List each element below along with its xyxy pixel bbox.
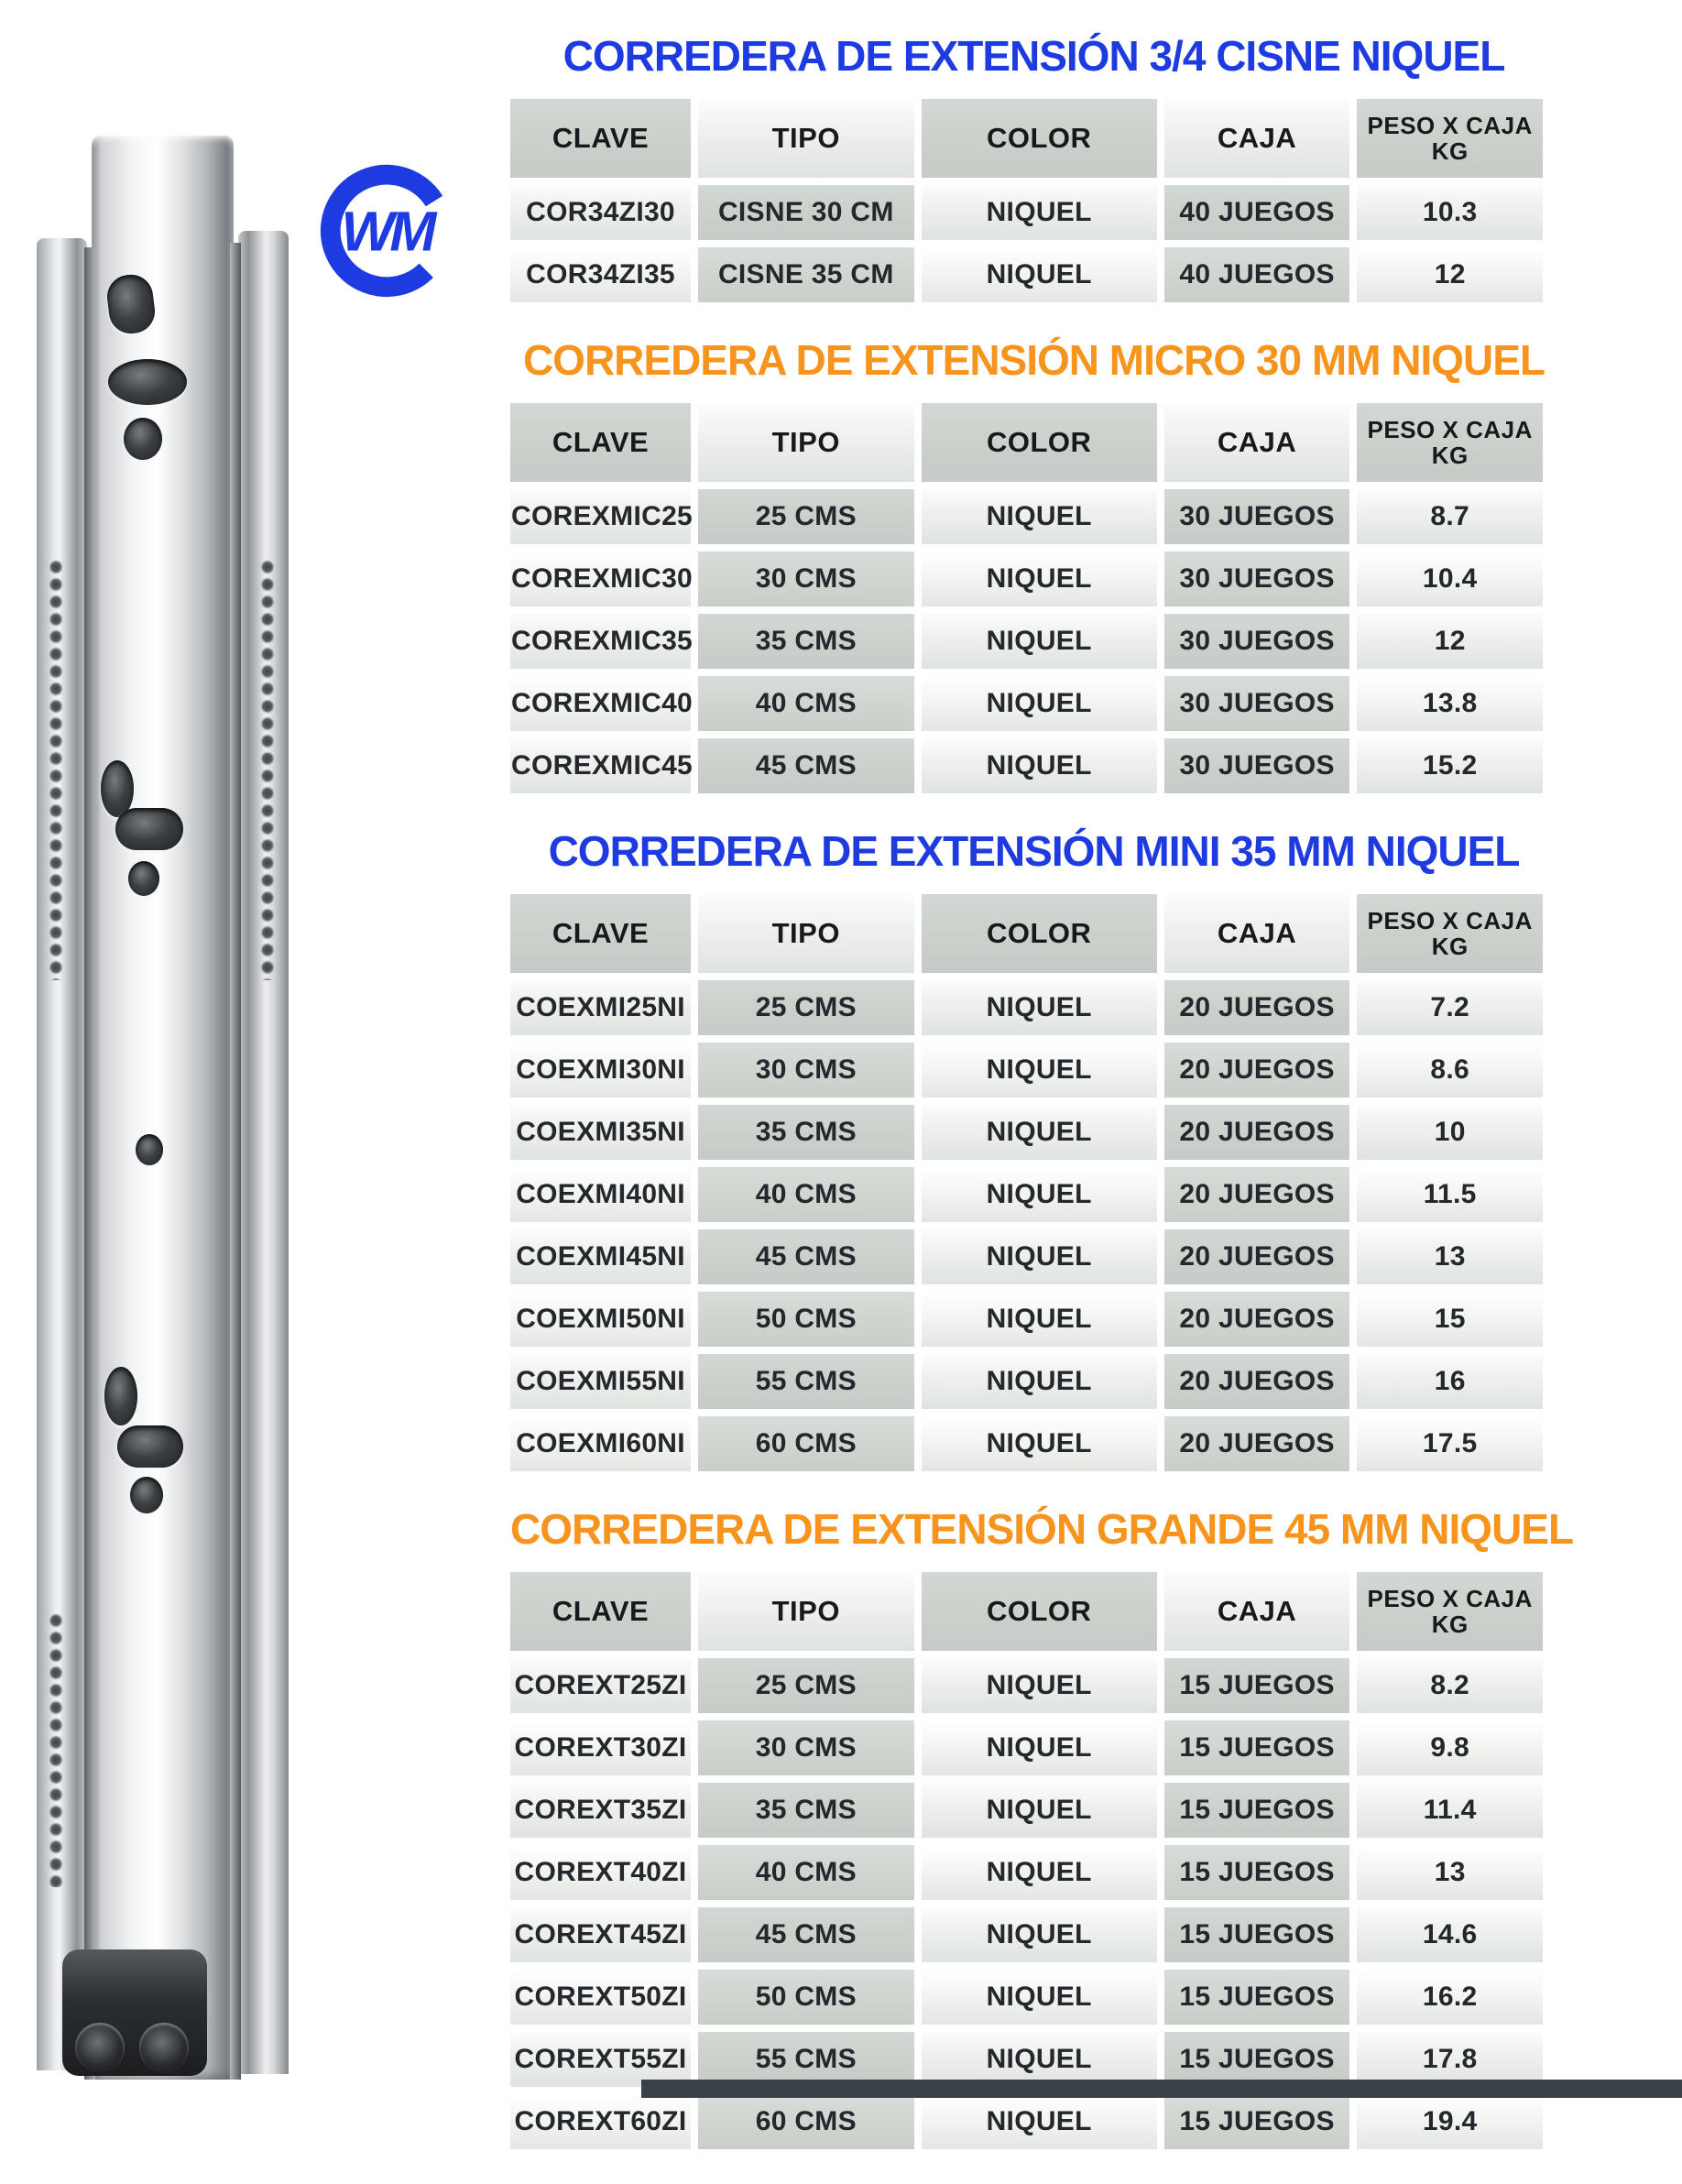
- cell-tipo: 30 CMS: [698, 551, 913, 606]
- column-header: CLAVE: [510, 403, 691, 482]
- column-header-unit: KG: [1431, 137, 1469, 165]
- cell-color: NIQUEL: [922, 1105, 1157, 1160]
- cell-peso: 12: [1357, 247, 1543, 302]
- cell-caja: 15 JUEGOS: [1164, 1658, 1350, 1713]
- cell-clave: COR34ZI30: [510, 185, 691, 240]
- table-title: CORREDERA DE EXTENSIÓN MINI 35 MM NIQUEL: [548, 827, 1520, 875]
- table-row: [510, 1907, 1543, 1962]
- cell-clave: COEXMI35NI: [510, 1105, 691, 1160]
- column-header: PESO X CAJA KG: [1357, 99, 1543, 178]
- table-row: [510, 1292, 1543, 1347]
- cell-peso: 17.5: [1357, 1416, 1543, 1471]
- cell-clave: COREXT50ZI: [510, 1970, 691, 2025]
- column-header: TIPO: [698, 1572, 913, 1651]
- cell-caja: 15 JUEGOS: [1164, 2032, 1350, 2087]
- cell-color: NIQUEL: [922, 1970, 1157, 2025]
- table-row: [510, 980, 1543, 1035]
- cell-color: NIQUEL: [922, 1292, 1157, 1347]
- rail-right-member: [238, 231, 289, 2074]
- cell-peso: 16: [1357, 1354, 1543, 1409]
- cell-tipo: 60 CMS: [698, 1416, 913, 1471]
- column-header: COLOR: [922, 403, 1157, 482]
- table-row: [510, 247, 1543, 302]
- table-row: [510, 738, 1543, 793]
- table-row: [510, 2032, 1543, 2087]
- column-header: CAJA: [1164, 1572, 1350, 1651]
- cell-caja: 15 JUEGOS: [1164, 2094, 1350, 2149]
- product-table: [503, 887, 1550, 1479]
- cell-caja: 30 JUEGOS: [1164, 551, 1350, 606]
- cell-tipo: 55 CMS: [698, 2032, 913, 2087]
- column-header: PESO X CAJA KG: [1357, 403, 1543, 482]
- cell-clave: COEXMI60NI: [510, 1416, 691, 1471]
- cell-peso: 13: [1357, 1229, 1543, 1284]
- table-row: [510, 614, 1543, 669]
- mounting-hole: [128, 861, 159, 896]
- cell-clave: COEXMI55NI: [510, 1354, 691, 1409]
- cell-color: NIQUEL: [922, 1845, 1157, 1900]
- cell-tipo: 60 CMS: [698, 2094, 913, 2149]
- cell-peso: 8.7: [1357, 489, 1543, 544]
- cell-tipo: 55 CMS: [698, 1354, 913, 1409]
- column-header: COLOR: [922, 99, 1157, 178]
- column-header: COLOR: [922, 894, 1157, 973]
- table-row: [510, 1167, 1543, 1222]
- table-row: [510, 2094, 1543, 2149]
- cell-caja: 15 JUEGOS: [1164, 1783, 1350, 1838]
- cell-tipo: 50 CMS: [698, 1292, 913, 1347]
- logo-monogram: WM: [341, 200, 432, 263]
- cell-tipo: 25 CMS: [698, 489, 913, 544]
- cell-peso: 15: [1357, 1292, 1543, 1347]
- cell-color: NIQUEL: [922, 614, 1157, 669]
- cell-clave: COREXT45ZI: [510, 1907, 691, 1962]
- mounting-hole: [117, 1425, 183, 1468]
- product-table: [503, 92, 1550, 310]
- table-row: [510, 1970, 1543, 2025]
- table-row: [510, 1845, 1543, 1900]
- footer-bar: [641, 2080, 1682, 2098]
- mounting-hole: [130, 1477, 163, 1513]
- table-row: [510, 1354, 1543, 1409]
- cell-color: NIQUEL: [922, 1658, 1157, 1713]
- cell-color: NIQUEL: [922, 1783, 1157, 1838]
- cell-tipo: 40 CMS: [698, 676, 913, 731]
- cell-peso: 17.8: [1357, 2032, 1543, 2087]
- product-table: [503, 1565, 1550, 2157]
- cell-clave: COEXMI45NI: [510, 1229, 691, 1284]
- ball-bearing-strip: [46, 1612, 66, 1887]
- cell-peso: 16.2: [1357, 1970, 1543, 2025]
- table-row: [510, 1105, 1543, 1160]
- cell-color: NIQUEL: [922, 1229, 1157, 1284]
- cell-color: NIQUEL: [922, 1354, 1157, 1409]
- cell-tipo: 35 CMS: [698, 614, 913, 669]
- cell-clave: COREXT25ZI: [510, 1658, 691, 1713]
- table-row: [510, 1783, 1543, 1838]
- cell-tipo: 30 CMS: [698, 1720, 913, 1775]
- mounting-hole: [108, 359, 187, 405]
- rail-center-member: [92, 136, 234, 2080]
- cell-clave: COREXT55ZI: [510, 2032, 691, 2087]
- cell-clave: COREXT60ZI: [510, 2094, 691, 2149]
- cell-color: NIQUEL: [922, 1167, 1157, 1222]
- cell-color: NIQUEL: [922, 247, 1157, 302]
- cell-tipo: 25 CMS: [698, 1658, 913, 1713]
- table-row: [510, 1658, 1543, 1713]
- cell-tipo: 45 CMS: [698, 1907, 913, 1962]
- cell-tipo: CISNE 30 CM: [698, 185, 913, 240]
- cell-caja: 30 JUEGOS: [1164, 614, 1350, 669]
- table-row: [510, 489, 1543, 544]
- cell-clave: COREXMIC35: [510, 614, 691, 669]
- cell-tipo: 40 CMS: [698, 1845, 913, 1900]
- table-row: [510, 551, 1543, 606]
- mounting-hole: [136, 1134, 163, 1165]
- cell-peso: 9.8: [1357, 1720, 1543, 1775]
- cell-caja: 15 JUEGOS: [1164, 1970, 1350, 2025]
- cell-tipo: 45 CMS: [698, 738, 913, 793]
- column-header: PESO X CAJA KG: [1357, 894, 1543, 973]
- cell-caja: 20 JUEGOS: [1164, 1105, 1350, 1160]
- cell-color: NIQUEL: [922, 1720, 1157, 1775]
- header-row: [510, 1572, 1543, 1651]
- header-row: [510, 403, 1543, 482]
- cell-clave: COREXT35ZI: [510, 1783, 691, 1838]
- cell-peso: 15.2: [1357, 738, 1543, 793]
- roller-wheel: [139, 2023, 189, 2072]
- table-title: CORREDERA DE EXTENSIÓN 3/4 CISNE NIQUEL: [562, 32, 1505, 80]
- column-header: CLAVE: [510, 894, 691, 973]
- table-title: CORREDERA DE EXTENSIÓN MICRO 30 MM NIQUEL: [522, 336, 1545, 384]
- table-row: [510, 1229, 1543, 1284]
- column-header: CLAVE: [510, 1572, 691, 1651]
- cell-tipo: 50 CMS: [698, 1970, 913, 2025]
- cell-caja: 15 JUEGOS: [1164, 1907, 1350, 1962]
- cell-color: NIQUEL: [922, 2032, 1157, 2087]
- column-header-unit: KG: [1431, 442, 1469, 469]
- cell-caja: 15 JUEGOS: [1164, 1720, 1350, 1775]
- cell-caja: 40 JUEGOS: [1164, 247, 1350, 302]
- cell-clave: COREXMIC45: [510, 738, 691, 793]
- product-tables-column: [510, 32, 1574, 2184]
- roller-wheel: [75, 2023, 125, 2072]
- cell-clave: COREXT40ZI: [510, 1845, 691, 1900]
- cell-caja: 30 JUEGOS: [1164, 738, 1350, 793]
- cell-peso: 14.6: [1357, 1907, 1543, 1962]
- cell-color: NIQUEL: [922, 676, 1157, 731]
- cell-peso: 10.4: [1357, 551, 1543, 606]
- cell-caja: 20 JUEGOS: [1164, 1292, 1350, 1347]
- cell-tipo: 30 CMS: [698, 1043, 913, 1097]
- cell-color: NIQUEL: [922, 1043, 1157, 1097]
- mounting-hole: [124, 418, 162, 460]
- cell-clave: COREXT30ZI: [510, 1720, 691, 1775]
- cell-caja: 40 JUEGOS: [1164, 185, 1350, 240]
- cell-peso: 7.2: [1357, 980, 1543, 1035]
- cell-caja: 30 JUEGOS: [1164, 676, 1350, 731]
- cell-clave: COREXMIC25: [510, 489, 691, 544]
- cell-peso: 12: [1357, 614, 1543, 669]
- table-title: CORREDERA DE EXTENSIÓN GRANDE 45 MM NIQUEL: [510, 1505, 1574, 1553]
- cell-clave: COREXMIC30: [510, 551, 691, 606]
- cell-tipo: 35 CMS: [698, 1783, 913, 1838]
- column-header: CLAVE: [510, 99, 691, 178]
- header-row: [510, 894, 1543, 973]
- product-table-section: [510, 33, 1557, 310]
- ball-bearing-strip: [257, 559, 278, 980]
- cell-caja: 20 JUEGOS: [1164, 1354, 1350, 1409]
- cell-clave: COEXMI40NI: [510, 1167, 691, 1222]
- ball-bearing-strip: [46, 559, 66, 980]
- column-header: CAJA: [1164, 403, 1350, 482]
- cell-peso: 13: [1357, 1845, 1543, 1900]
- cell-peso: 19.4: [1357, 2094, 1543, 2149]
- column-header: TIPO: [698, 894, 913, 973]
- table-row: [510, 185, 1543, 240]
- cell-color: NIQUEL: [922, 1416, 1157, 1471]
- cell-color: NIQUEL: [922, 1907, 1157, 1962]
- cell-caja: 30 JUEGOS: [1164, 489, 1350, 544]
- cell-peso: 11.5: [1357, 1167, 1543, 1222]
- cell-caja: 20 JUEGOS: [1164, 980, 1350, 1035]
- column-header: PESO X CAJA KG: [1357, 1572, 1543, 1651]
- table-row: [510, 1043, 1543, 1097]
- product-table-section: [510, 337, 1557, 801]
- cell-caja: 20 JUEGOS: [1164, 1043, 1350, 1097]
- mounting-hole: [104, 1367, 137, 1425]
- column-header-unit: KG: [1431, 933, 1469, 960]
- cell-clave: COEXMI30NI: [510, 1043, 691, 1097]
- header-row: [510, 99, 1543, 178]
- column-header: CAJA: [1164, 894, 1350, 973]
- cell-color: NIQUEL: [922, 489, 1157, 544]
- cell-tipo: CISNE 35 CM: [698, 247, 913, 302]
- product-table-section: [510, 828, 1557, 1479]
- cell-peso: 10.3: [1357, 185, 1543, 240]
- cell-peso: 8.2: [1357, 1658, 1543, 1713]
- cell-color: NIQUEL: [922, 980, 1157, 1035]
- cell-clave: COEXMI25NI: [510, 980, 691, 1035]
- product-table-section: [510, 1505, 1574, 2157]
- cell-peso: 13.8: [1357, 676, 1543, 731]
- table-row: [510, 1416, 1543, 1471]
- cell-tipo: 45 CMS: [698, 1229, 913, 1284]
- cell-caja: 15 JUEGOS: [1164, 1845, 1350, 1900]
- cell-peso: 8.6: [1357, 1043, 1543, 1097]
- cell-caja: 20 JUEGOS: [1164, 1416, 1350, 1471]
- column-header: COLOR: [922, 1572, 1157, 1651]
- cell-caja: 20 JUEGOS: [1164, 1229, 1350, 1284]
- table-row: [510, 676, 1543, 731]
- cell-tipo: 35 CMS: [698, 1105, 913, 1160]
- table-row: [510, 1720, 1543, 1775]
- cell-clave: COREXMIC40: [510, 676, 691, 731]
- cell-color: NIQUEL: [922, 738, 1157, 793]
- cell-caja: 20 JUEGOS: [1164, 1167, 1350, 1222]
- cell-peso: 10: [1357, 1105, 1543, 1160]
- column-header: TIPO: [698, 403, 913, 482]
- cell-tipo: 25 CMS: [698, 980, 913, 1035]
- cell-peso: 11.4: [1357, 1783, 1543, 1838]
- cell-clave: COR34ZI35: [510, 247, 691, 302]
- product-table: [503, 396, 1550, 801]
- wm-logo: [310, 154, 464, 308]
- rail-groove: [230, 243, 241, 2080]
- cell-tipo: 40 CMS: [698, 1167, 913, 1222]
- cell-clave: COEXMI50NI: [510, 1292, 691, 1347]
- column-header: TIPO: [698, 99, 913, 178]
- rail-groove: [84, 247, 95, 2080]
- cell-color: NIQUEL: [922, 2094, 1157, 2149]
- drawer-slide-photo: [37, 128, 289, 2080]
- mounting-hole: [115, 808, 183, 850]
- cell-color: NIQUEL: [922, 185, 1157, 240]
- column-header-unit: KG: [1431, 1611, 1469, 1638]
- column-header: CAJA: [1164, 99, 1350, 178]
- cell-color: NIQUEL: [922, 551, 1157, 606]
